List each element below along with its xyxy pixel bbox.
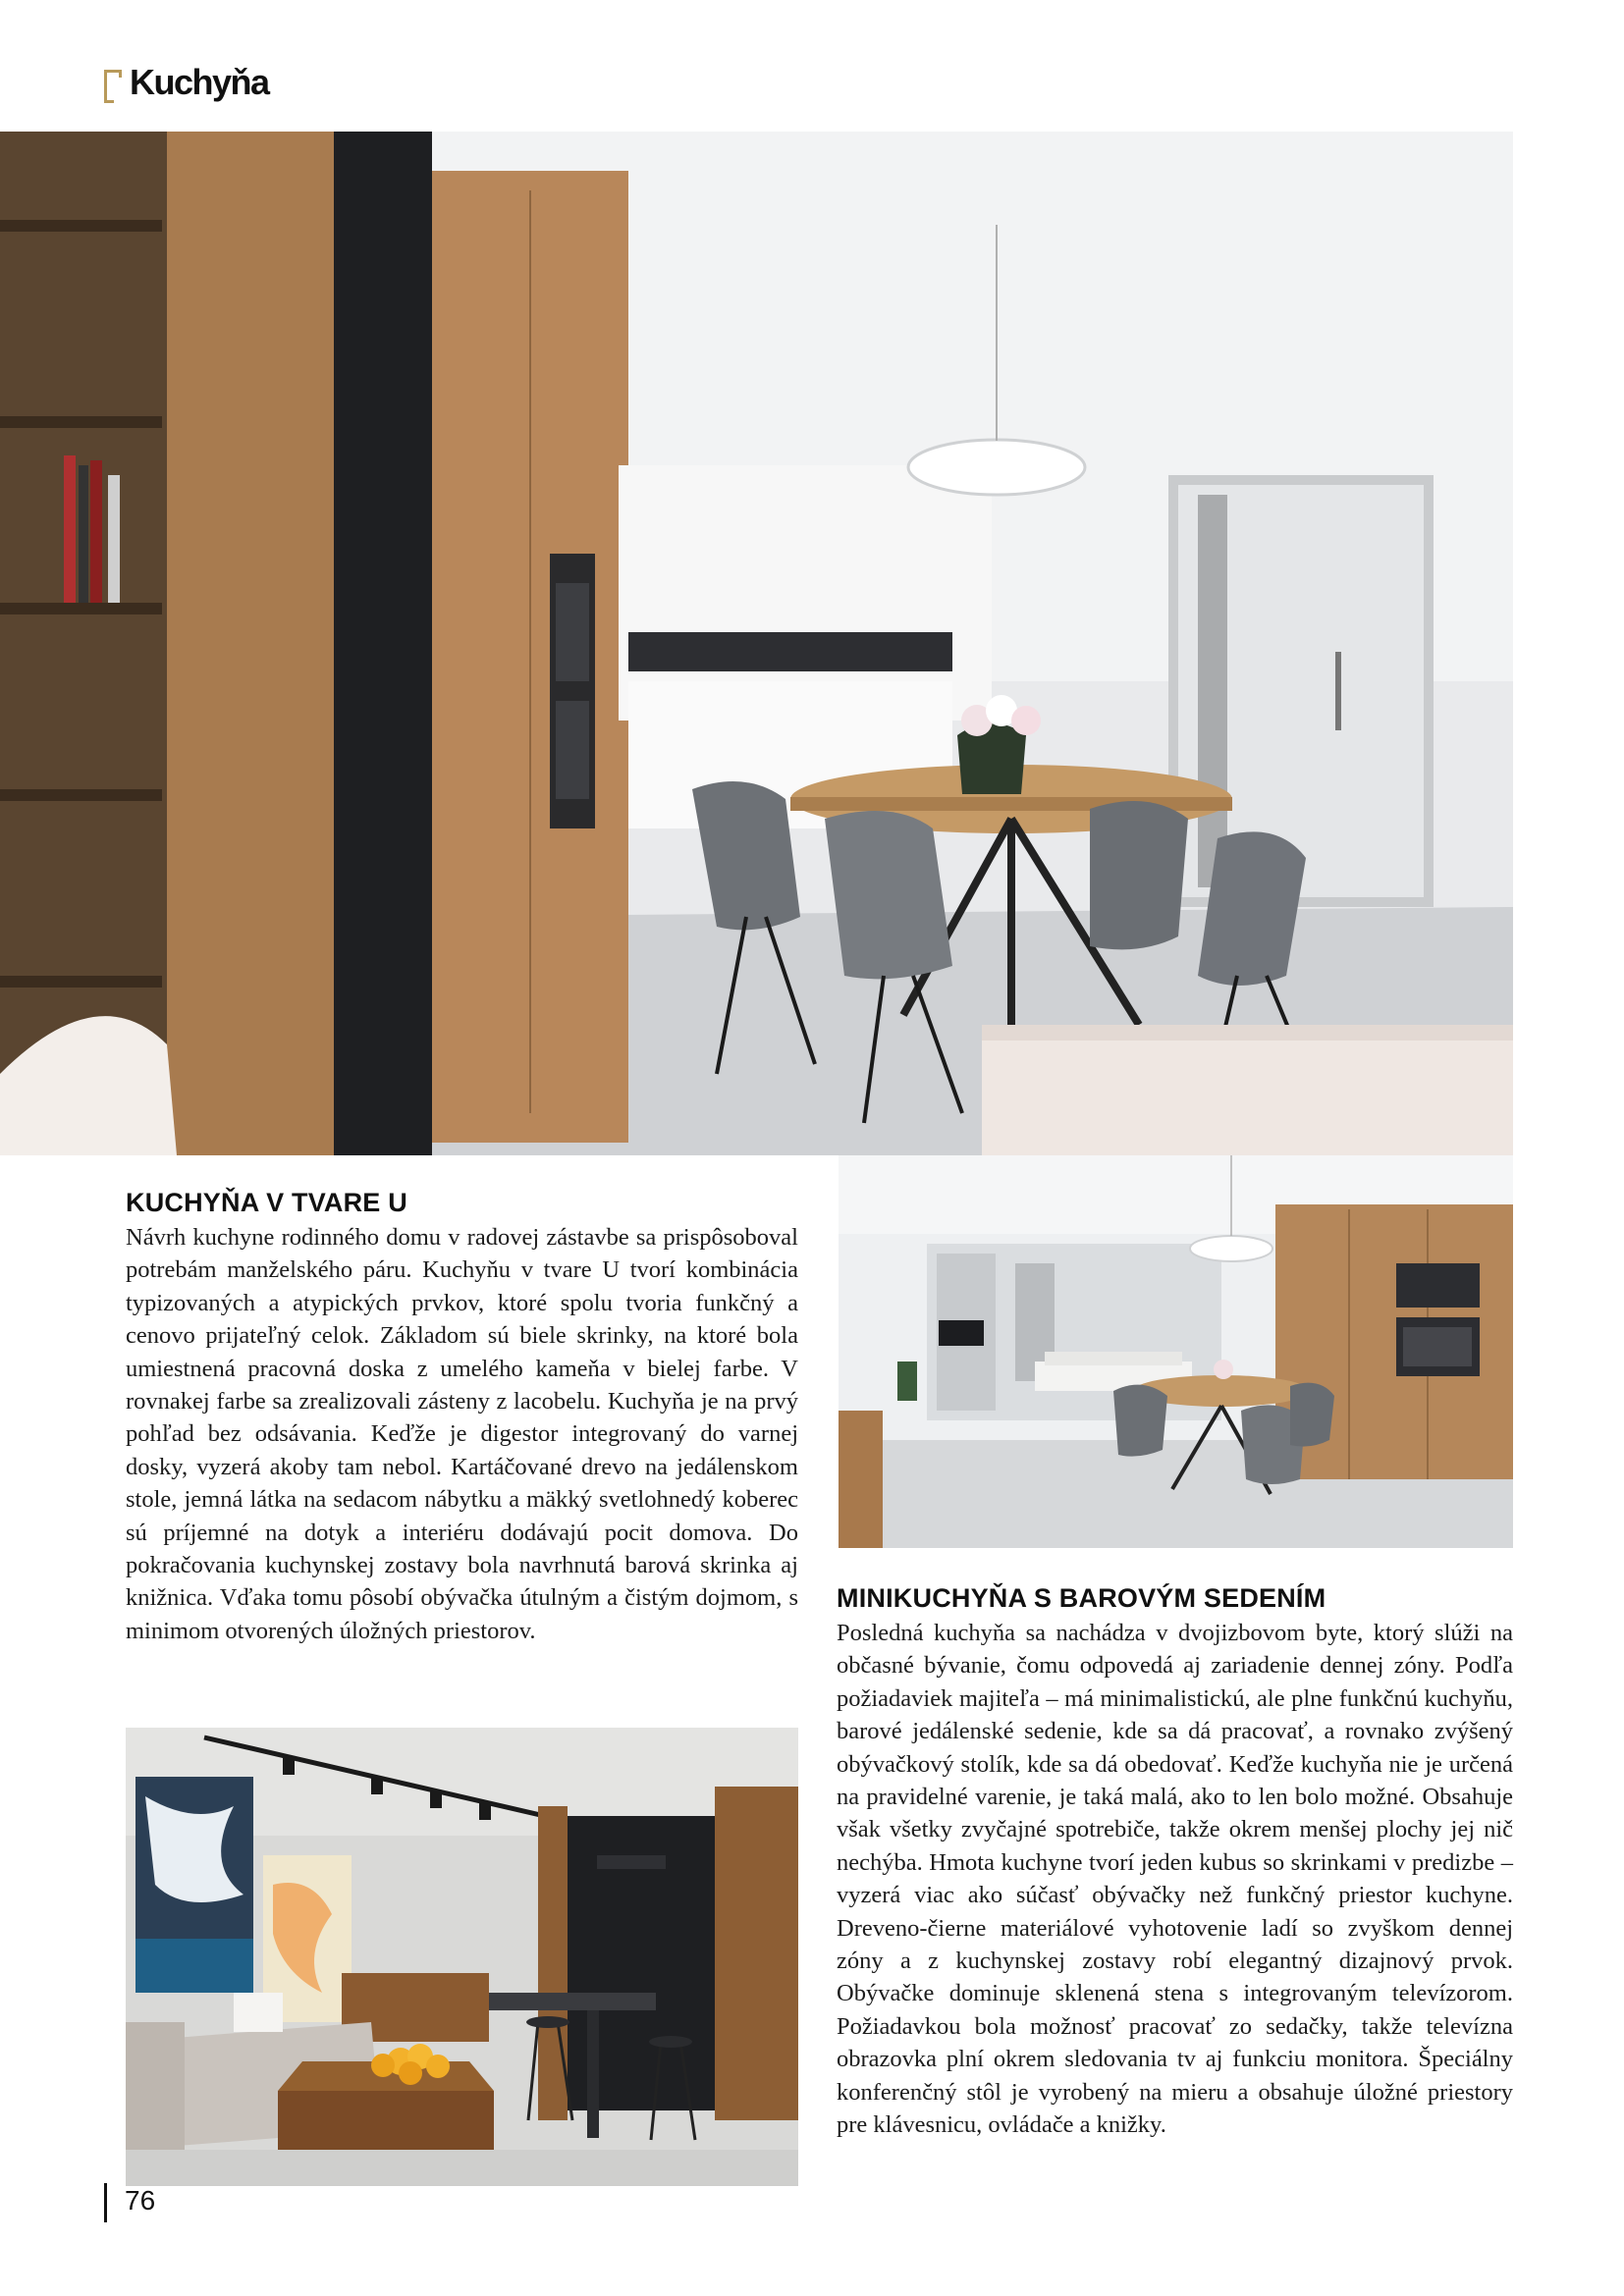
page-number: 76 (125, 2185, 156, 2216)
photo-mini-kitchen-bar (126, 1728, 798, 2186)
article-2-heading: MINIKUCHYŇA S BAROVÝM SEDENÍM (837, 1583, 1326, 1613)
magazine-logo (102, 57, 269, 108)
photo-living-dining (839, 1155, 1513, 1548)
article-1-body: Návrh kuchyne rodinného domu v radovej zástavbe sa prispôsoboval potrebám manželského páru. Kuchyňu v tvare U tvorí kombinácia typizovaných a atypických prvkov, ktoré spolu tvoria funkčný a cenovo prijateľný celok. Základom sú biele skrinky, na ktoré bola umiestnená pracovná doska z umelého kameňa v bielej farbe. V rovnakej farbe sa zrealizovali zásteny z lacobelu. Kuchyňa je na prvý pohľad bez odsávania. Keďže je digestor integrovaný do varnej dosky, vyzerá akoby tam nebol. Kartáčované drevo na jedálenskom stole, jemná látka na sedacom nábytku a mäkký svetlohnedý koberec sú príjemné na dotyk a interiéru dodávajú pocit domova. Do pokračovania kuchynskej zostavy bola navrhnutá barová skrinka aj knižnica. Vďaka tomu pôsobí obývačka útulným a čistým dojmom, s minimom otvorených úložných priestorov. (126, 1224, 798, 1644)
article-2-body: Posledná kuchyňa sa nachádza v dvojizbovom byte, ktorý slúži na občasné bývanie, čomu odpovedá aj zariadenie dennej zóny. Podľa požiadaviek majiteľa – má minimalistickú, ale plne funkčnú kuchyňu, barové jedálenské sedenie, kde sa dá pracovať, a rovnako zvýšený obývačkový stolík, kde sa dá obedovať. Keďže kuchyňa nie je určená na pravidelné varenie, je taká malá, ako to len bolo možné. Obsahuje však všetky zvyčajné spotrebiče, takže okrem menšej plochy jej nič nechýba. Hmota kuchyne tvorí jeden kubus so skrinkami v predizbe – vyzerá viac ako súčasť obývačky než funkčný priestor kuchyne. Dreveno-čierne materiálové vyhotovenie ladí so zvyškom dennej zóny a z kuchynskej zostavy robí elegantný dizajnový prvok. Obývačke dominuje sklenená stena s integrovaným televízorom. Požiadavkou bola možnosť pracovať zo sedačky, takže televízna obrazovka plní okrem sledovania tv aj funkciu monitora. Špeciálny konferenčný stôl je vyrobený na mieru a obsahuje úložné priestory pre klávesnicu, ovládače a knižky. (837, 1620, 1513, 2139)
logo-text: Kuchyňa (130, 62, 269, 102)
house-outline-icon (102, 60, 128, 105)
hero-photo-dining-kitchen (0, 132, 1513, 1155)
page-number-divider (104, 2183, 107, 2222)
article-1-heading: KUCHYŇA V TVARE U (126, 1188, 407, 1217)
